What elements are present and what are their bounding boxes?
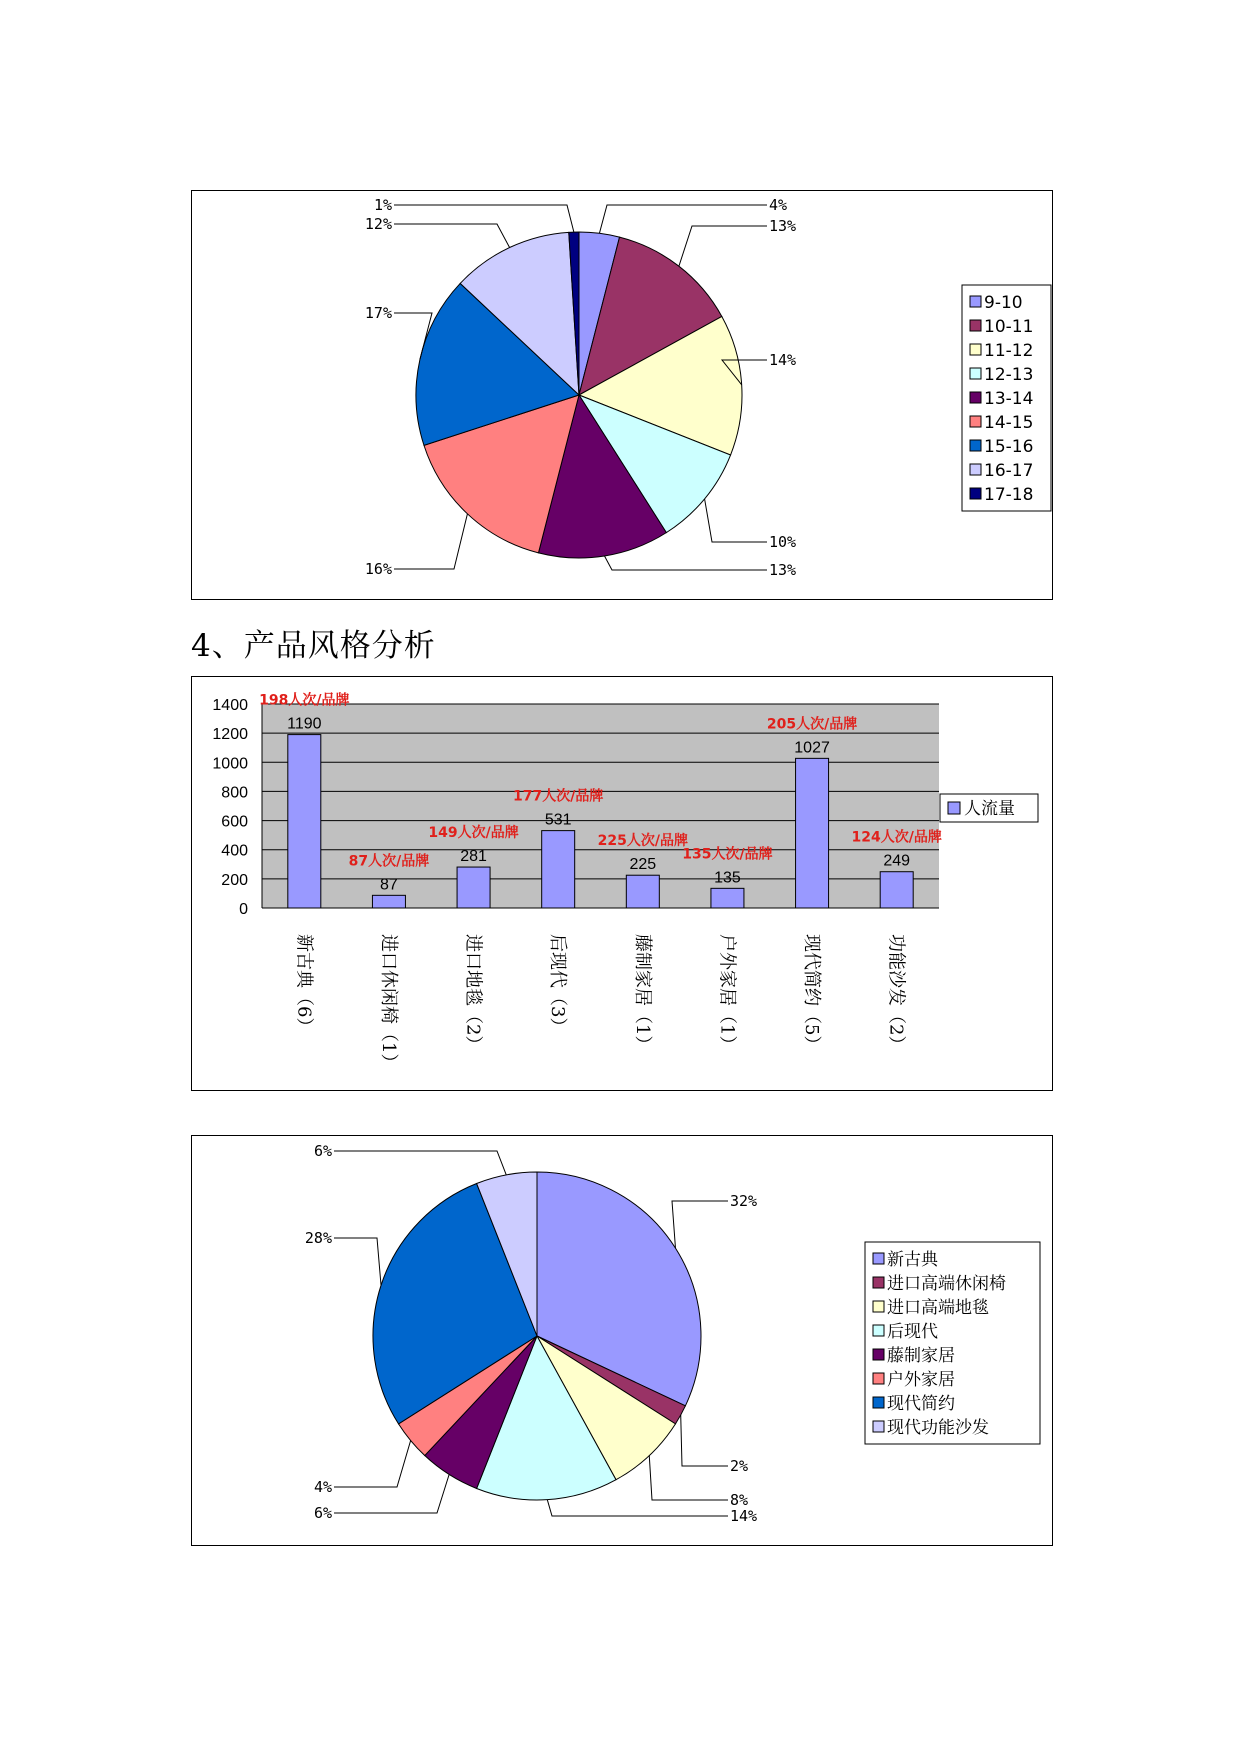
style-pie-chart-panel: [191, 1135, 1053, 1546]
x-category-text: 户外家居（1）: [716, 934, 738, 1054]
bar-annotation: 205人次/品牌: [766, 716, 858, 733]
legend-swatch: [970, 488, 981, 499]
legend-swatch: [873, 1253, 884, 1264]
bar-annotation: 124人次/品牌: [851, 829, 942, 846]
bar: [626, 875, 659, 908]
legend-swatch: [873, 1421, 884, 1432]
bar-value-label: 1190: [287, 715, 322, 733]
bar-annotation: 135人次/品牌: [682, 846, 773, 863]
x-category-label: [886, 934, 907, 1053]
pie-percent-label: 6%: [313, 1142, 332, 1160]
leader-line: [649, 1456, 728, 1500]
legend-label: 藤制家居: [887, 1346, 955, 1366]
x-category-label: [716, 934, 737, 1053]
bar: [372, 895, 405, 908]
bar-value-label: 135: [714, 869, 741, 887]
legend-swatch: [948, 802, 960, 814]
bar: [542, 831, 575, 908]
y-tick-label: 200: [221, 871, 248, 889]
bar-annotation: 198人次/品牌: [259, 692, 350, 709]
bar-annotation: 149人次/品牌: [428, 825, 519, 842]
legend-swatch: [970, 368, 981, 379]
legend-label: 现代功能沙发: [887, 1418, 989, 1438]
legend-label: 16-17: [984, 461, 1034, 481]
legend-label: 9-10: [984, 293, 1023, 313]
x-category-text: 后现代（3）: [547, 934, 569, 1036]
x-category-text: 现代简约（5）: [801, 934, 823, 1054]
pie-percent-label: 1%: [373, 196, 392, 214]
bar: [796, 758, 829, 908]
leader-line: [679, 226, 767, 266]
legend-swatch: [970, 296, 981, 307]
leader-line: [334, 1441, 411, 1487]
pie-percent-label: 6%: [313, 1504, 332, 1522]
legend-label: 17-18: [984, 485, 1034, 505]
pie-percent-label: 17%: [364, 304, 392, 322]
pie-percent-label: 14%: [730, 1507, 758, 1525]
x-category-text: 进口地毯（2）: [462, 934, 484, 1054]
legend-label: 13-14: [984, 389, 1034, 409]
x-category-label: [378, 934, 399, 1071]
leader-line: [334, 1151, 506, 1175]
pie-percent-label: 14%: [769, 351, 797, 369]
legend-swatch: [873, 1373, 884, 1384]
legend-swatch: [970, 344, 981, 355]
x-category-text: 功能沙发（2）: [885, 934, 907, 1054]
legend-label: 后现代: [887, 1322, 938, 1342]
x-category-label: [632, 934, 653, 1053]
pie-percent-label: 2%: [730, 1457, 749, 1475]
pie-percent-label: 13%: [769, 217, 797, 235]
x-category-label: [547, 934, 568, 1035]
bar-value-label: 249: [883, 852, 911, 870]
age-pie-chart: [192, 191, 1052, 599]
leader-line: [334, 1474, 449, 1513]
leader-line: [394, 205, 574, 232]
legend-label: 10-11: [984, 317, 1034, 337]
bar-annotation: 225人次/品牌: [597, 833, 688, 850]
leader-line: [547, 1500, 728, 1516]
bar: [711, 888, 744, 908]
bar-annotation: 87人次/品牌: [348, 853, 430, 870]
style-bar-chart-panel: [191, 676, 1053, 1091]
pie-percent-label: 12%: [364, 215, 392, 233]
x-category-label: [463, 934, 484, 1053]
bar: [880, 872, 913, 908]
pie-percent-label: 16%: [364, 560, 392, 578]
pie-percent-label: 28%: [304, 1229, 332, 1247]
bar-value-label: 281: [460, 848, 487, 866]
legend-label: 新古典: [887, 1250, 938, 1270]
pie-percent-label: 4%: [769, 196, 788, 214]
y-tick-label: 1200: [212, 726, 248, 744]
y-tick-label: 0: [239, 901, 248, 918]
bar-value-label: 1027: [794, 739, 830, 757]
x-category-text: 新古典（6）: [293, 934, 315, 1036]
x-category-label: [293, 934, 314, 1035]
legend-swatch: [970, 320, 981, 331]
legend-swatch: [970, 392, 981, 403]
leader-line: [604, 556, 767, 570]
plot-area: [262, 704, 939, 908]
legend-label: 现代简约: [887, 1394, 955, 1414]
bar-value-label: 225: [629, 856, 657, 874]
legend-label: 11-12: [984, 341, 1034, 361]
y-tick-label: 1000: [212, 755, 248, 773]
x-category-label: [801, 934, 822, 1053]
bar-value-label: 531: [544, 811, 572, 829]
legend-label: 进口高端休闲椅: [887, 1274, 1006, 1294]
legend-swatch: [970, 416, 981, 427]
x-category-text: 藤制家居（1）: [631, 934, 653, 1054]
legend-swatch: [873, 1349, 884, 1360]
legend-label: 进口高端地毯: [887, 1298, 989, 1318]
legend-swatch: [873, 1301, 884, 1312]
legend-label: 14-15: [984, 413, 1034, 433]
y-tick-label: 1400: [212, 697, 248, 714]
bar: [288, 735, 321, 908]
legend-label: 15-16: [984, 437, 1034, 457]
leader-line: [334, 1238, 381, 1285]
leader-line: [599, 205, 767, 233]
pie-percent-label: 10%: [769, 533, 797, 551]
legend-label: 12-13: [984, 365, 1034, 385]
section-heading: 4、产品风格分析: [191, 628, 436, 664]
bar-value-label: 87: [380, 876, 398, 894]
legend-label: 人流量: [964, 799, 1015, 819]
legend-swatch: [970, 464, 981, 475]
y-tick-label: 400: [221, 842, 248, 860]
legend-swatch: [873, 1277, 884, 1288]
legend-swatch: [873, 1397, 884, 1408]
pie-percent-label: 32%: [730, 1192, 758, 1210]
pie-percent-label: 8%: [730, 1491, 749, 1509]
leader-line: [394, 514, 467, 569]
legend-swatch: [873, 1325, 884, 1336]
legend-swatch: [970, 440, 981, 451]
bar-annotation: 177人次/品牌: [513, 788, 604, 805]
y-tick-label: 800: [221, 784, 248, 802]
leader-line: [681, 1415, 728, 1466]
legend-label: 户外家居: [887, 1370, 955, 1390]
bar: [457, 867, 490, 908]
pie-percent-label: 13%: [769, 561, 797, 579]
y-tick-label: 600: [221, 813, 248, 831]
leader-line: [672, 1201, 728, 1248]
style-pie-chart: [192, 1136, 1052, 1545]
style-bar-chart: [192, 677, 1052, 1090]
leader-line: [705, 499, 767, 542]
leader-line: [394, 224, 510, 248]
pie-percent-label: 4%: [313, 1478, 332, 1496]
x-category-text: 进口休闲椅（1）: [377, 934, 399, 1072]
age-pie-chart-panel: [191, 190, 1053, 600]
